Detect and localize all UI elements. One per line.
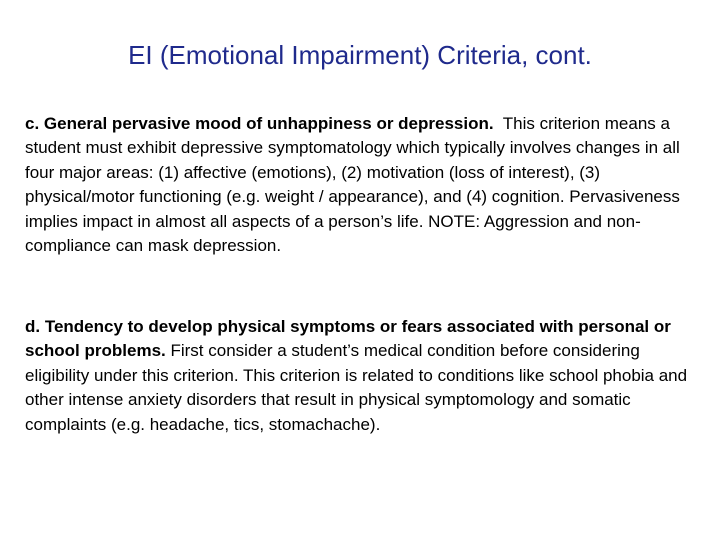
criterion-c-paragraph bbox=[25, 112, 697, 258]
criterion-d-paragraph bbox=[25, 315, 697, 437]
criterion-d-body: First consider a student’s medical condition before considering eligibility under this criterion. This criterion is related to conditions like school phobia and other intense anxiety disorders that result in physical symptomology and somatic complaints (e.g. headache, tics, stomachache). bbox=[25, 341, 688, 434]
criterion-c-heading: c. General pervasive mood of unhappiness or depression. bbox=[25, 114, 494, 133]
criterion-d-heading: d. Tendency to develop physical symptoms or fears associated with personal or school problems. bbox=[25, 317, 671, 361]
criterion-c-body: This criterion means a student must exhibit depressive symptomatology which typically involves changes in all four major areas: (1) affective (emotions), (2) motivation (loss of interest), (3) physical/motor functioning (e.g. weight / appearance), and (4) cognition. Pervasiveness implies impact in almost all aspects of a person’s life. NOTE: Aggression and non-compliance can mask depression. bbox=[25, 114, 680, 256]
slide-title: EI (Emotional Impairment) Criteria, cont. bbox=[128, 40, 592, 70]
